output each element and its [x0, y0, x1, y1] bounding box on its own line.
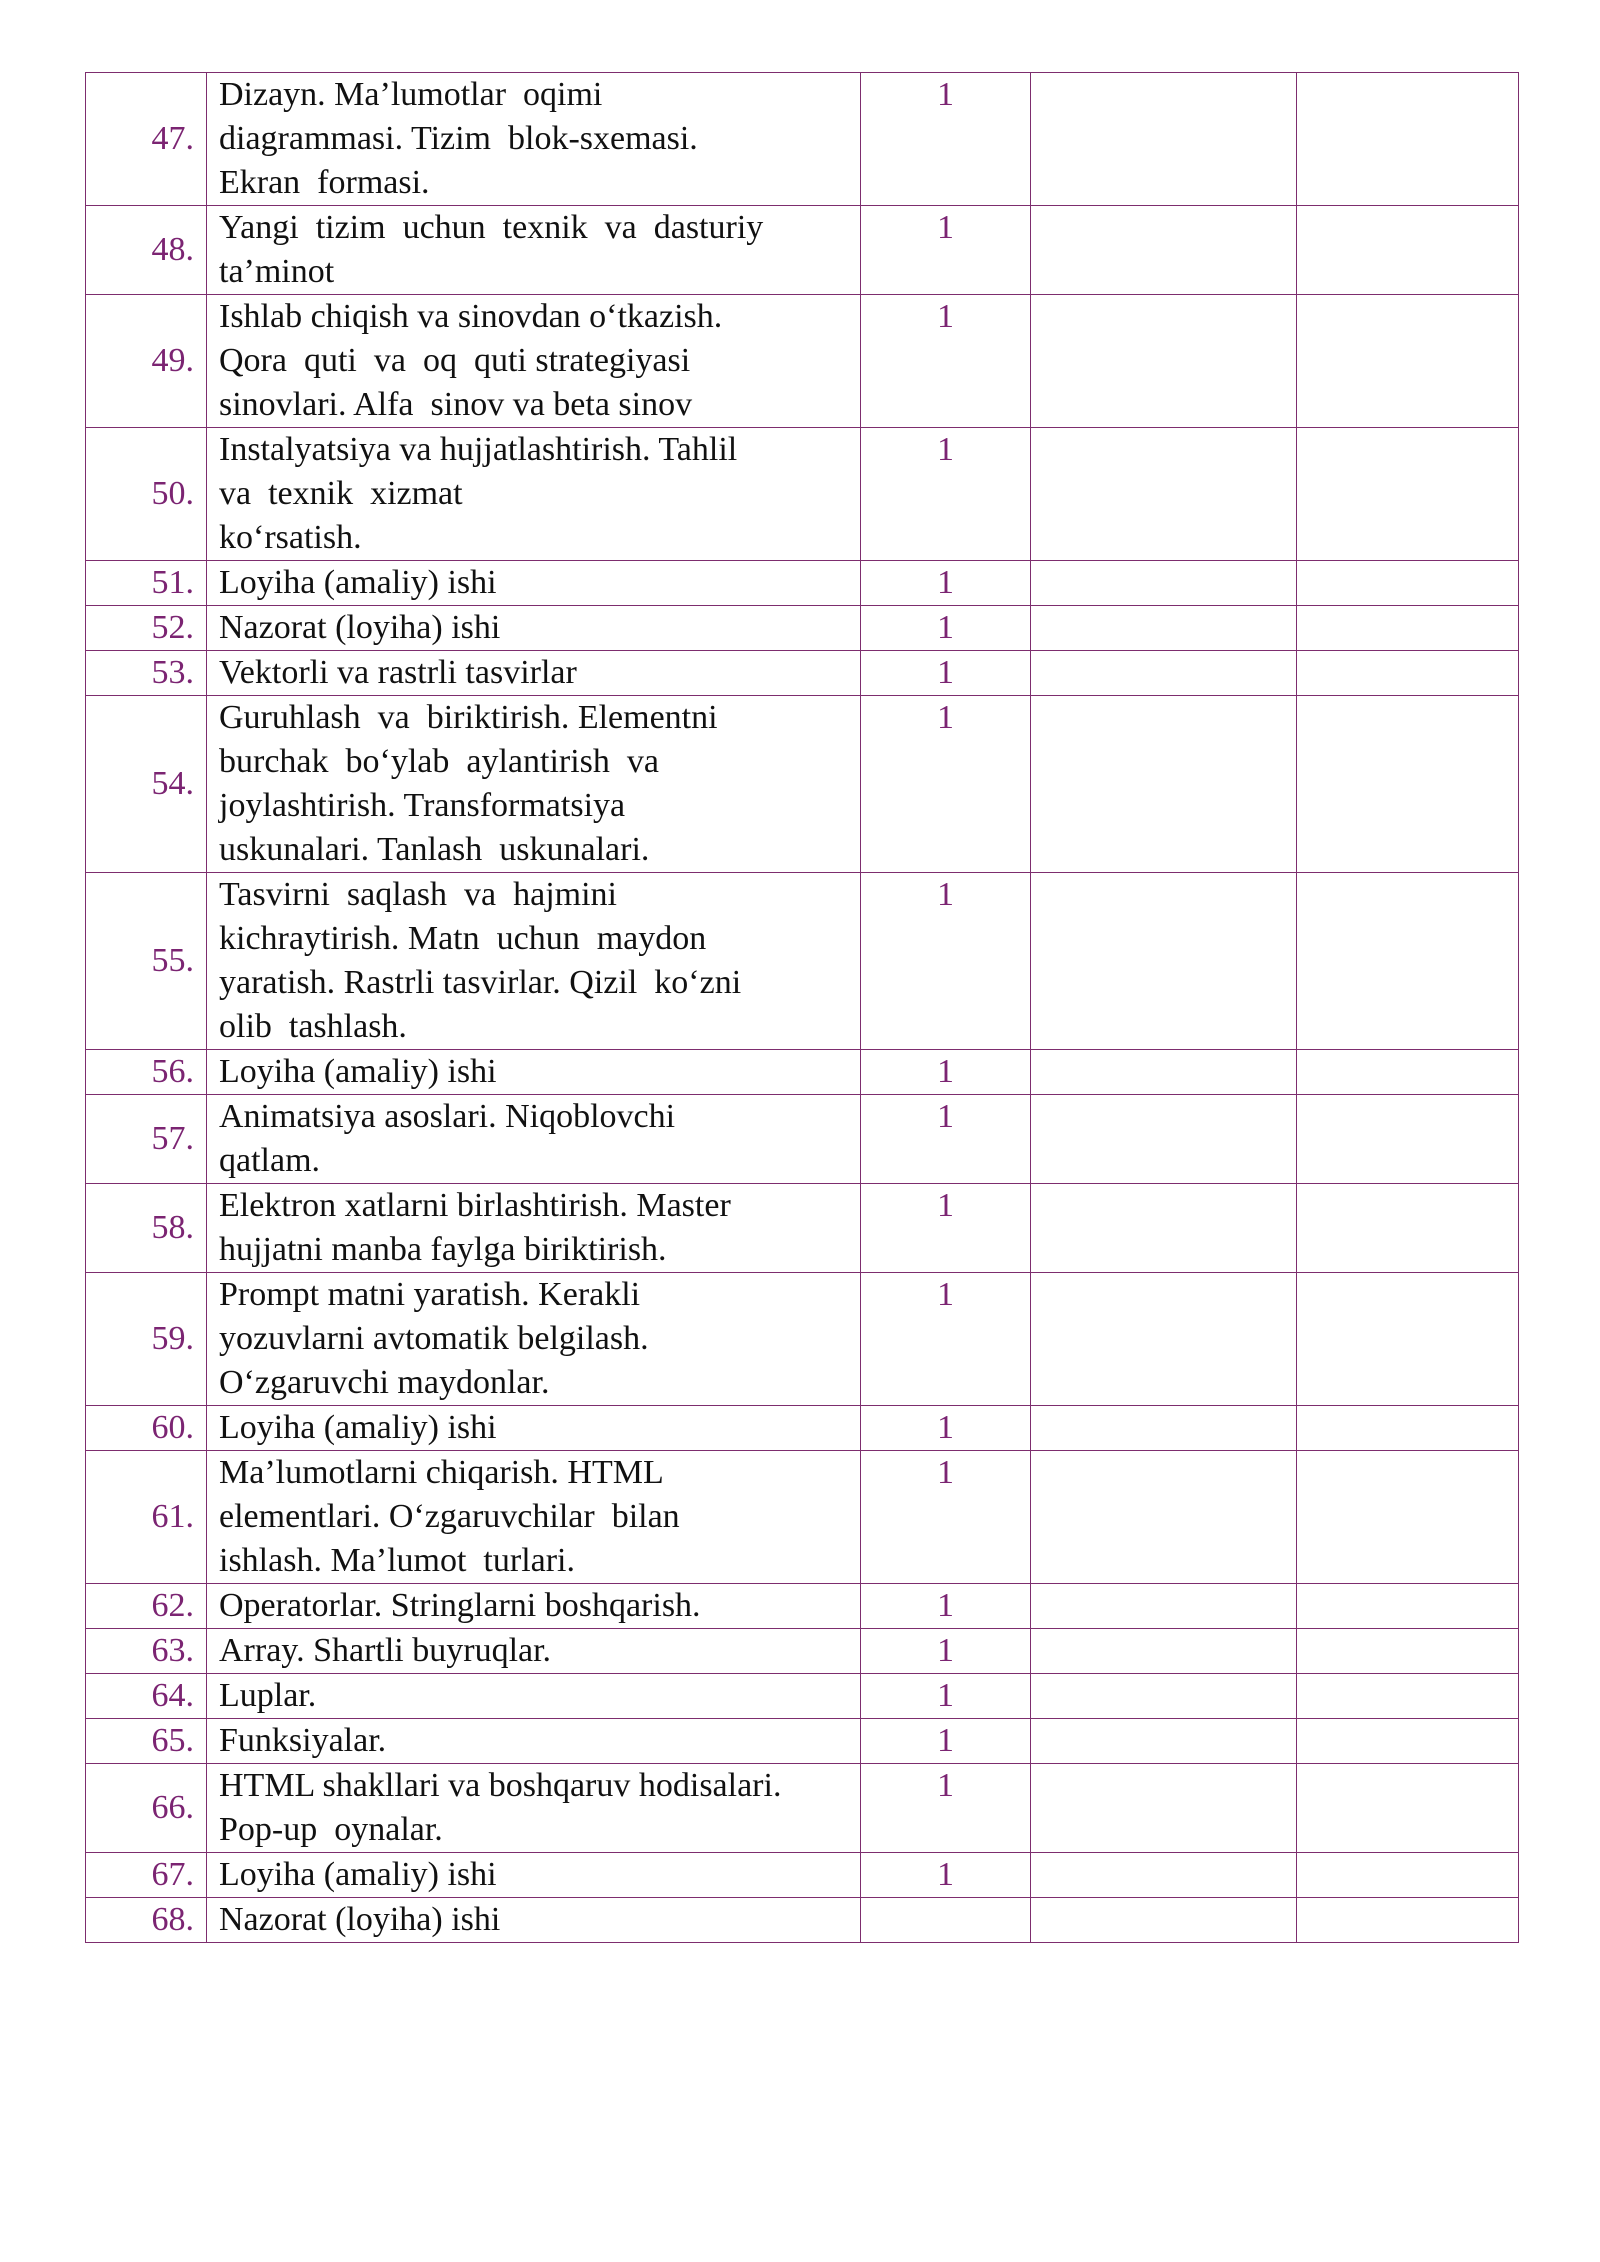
lesson-number: 49. — [86, 295, 207, 428]
lesson-topic — [207, 1898, 861, 1943]
lesson-date-cell — [1031, 696, 1297, 873]
lesson-date-cell — [1031, 1764, 1297, 1853]
lesson-number: 55. — [86, 873, 207, 1050]
lesson-hours: 1 — [861, 696, 1031, 873]
lesson-date-cell — [1031, 1674, 1297, 1719]
lesson-topic — [207, 1273, 861, 1406]
table-row — [86, 1273, 1519, 1406]
lesson-topic-line: kichraytirish. Matn uchun maydon — [219, 920, 707, 957]
lesson-topic-line: qatlam. — [219, 1142, 321, 1179]
table-row — [86, 1853, 1519, 1898]
lesson-topic-line: uskunalari. Tanlash uskunalari. — [219, 831, 650, 868]
lesson-topic-line: Elektron xatlarni birlashtirish. Master — [219, 1187, 731, 1224]
lesson-hours: 1 — [861, 1853, 1031, 1898]
lesson-date-cell — [1031, 873, 1297, 1050]
lesson-number: 54. — [86, 696, 207, 873]
lesson-number: 62. — [86, 1584, 207, 1629]
lesson-date-cell — [1031, 206, 1297, 295]
lesson-topic — [207, 1406, 861, 1451]
lesson-date-cell — [1031, 651, 1297, 696]
lesson-topic-line: O‘zgaruvchi maydonlar. — [219, 1364, 550, 1401]
lesson-note-cell — [1297, 873, 1519, 1050]
lesson-hours: 1 — [861, 1674, 1031, 1719]
lesson-topic — [207, 873, 861, 1050]
lesson-date-cell — [1031, 561, 1297, 606]
table-row — [86, 1095, 1519, 1184]
table-row — [86, 1764, 1519, 1853]
table-row — [86, 561, 1519, 606]
lesson-hours: 1 — [861, 651, 1031, 696]
lesson-note-cell — [1297, 561, 1519, 606]
lesson-topic-line: Loyiha (amaliy) ishi — [219, 1409, 497, 1446]
lesson-date-cell — [1031, 1898, 1297, 1943]
lesson-topic — [207, 295, 861, 428]
lesson-hours: 1 — [861, 73, 1031, 206]
lesson-date-cell — [1031, 1095, 1297, 1184]
lesson-number: 57. — [86, 1095, 207, 1184]
lesson-topic — [207, 651, 861, 696]
lesson-hours: 1 — [861, 1719, 1031, 1764]
lesson-topic-line: Ma’lumotlarni chiqarish. HTML — [219, 1454, 664, 1491]
lesson-note-cell — [1297, 1629, 1519, 1674]
lesson-topic-line: Guruhlash va biriktirish. Elementni — [219, 699, 718, 736]
lesson-note-cell — [1297, 606, 1519, 651]
lesson-number: 66. — [86, 1764, 207, 1853]
lesson-plan-body — [86, 73, 1519, 1943]
lesson-topic-line: ko‘rsatish. — [219, 519, 362, 556]
table-row — [86, 1184, 1519, 1273]
lesson-number: 61. — [86, 1451, 207, 1584]
lesson-date-cell — [1031, 1406, 1297, 1451]
lesson-topic-line: Pop-up oynalar. — [219, 1811, 443, 1848]
lesson-topic-line: Loyiha (amaliy) ishi — [219, 564, 497, 601]
lesson-note-cell — [1297, 428, 1519, 561]
lesson-number: 52. — [86, 606, 207, 651]
lesson-topic — [207, 606, 861, 651]
lesson-topic-line: Ishlab chiqish va sinovdan o‘tkazish. — [219, 298, 723, 335]
lesson-date-cell — [1031, 1853, 1297, 1898]
lesson-topic — [207, 696, 861, 873]
lesson-hours: 1 — [861, 1629, 1031, 1674]
lesson-topic — [207, 428, 861, 561]
lesson-number: 53. — [86, 651, 207, 696]
lesson-note-cell — [1297, 1050, 1519, 1095]
lesson-number: 48. — [86, 206, 207, 295]
lesson-topic-line: yaratish. Rastrli tasvirlar. Qizil ko‘zni — [219, 964, 742, 1001]
lesson-topic-line: elementlari. O‘zgaruvchilar bilan — [219, 1498, 680, 1535]
lesson-number: 47. — [86, 73, 207, 206]
lesson-note-cell — [1297, 1898, 1519, 1943]
lesson-note-cell — [1297, 1273, 1519, 1406]
lesson-topic-line: Yangi tizim uchun texnik va dasturiy — [219, 209, 764, 246]
lesson-hours: 1 — [861, 873, 1031, 1050]
lesson-date-cell — [1031, 73, 1297, 206]
lesson-topic-line: HTML shakllari va boshqaruv hodisalari. — [219, 1767, 782, 1804]
lesson-date-cell — [1031, 1629, 1297, 1674]
lesson-topic — [207, 1674, 861, 1719]
lesson-number: 50. — [86, 428, 207, 561]
lesson-topic — [207, 1584, 861, 1629]
table-row — [86, 1406, 1519, 1451]
lesson-topic-line: joylashtirish. Transformatsiya — [219, 787, 626, 824]
lesson-note-cell — [1297, 1406, 1519, 1451]
lesson-date-cell — [1031, 1273, 1297, 1406]
lesson-number: 63. — [86, 1629, 207, 1674]
lesson-date-cell — [1031, 1050, 1297, 1095]
lesson-hours — [861, 1898, 1031, 1943]
lesson-date-cell — [1031, 1584, 1297, 1629]
lesson-number: 67. — [86, 1853, 207, 1898]
table-row — [86, 1719, 1519, 1764]
lesson-topic-line: Array. Shartli buyruqlar. — [219, 1632, 552, 1669]
lesson-topic-line: Nazorat (loyiha) ishi — [219, 1901, 501, 1938]
lesson-topic-line: hujjatni manba faylga biriktirish. — [219, 1231, 667, 1268]
lesson-topic-line: Qora quti va oq quti strategiyasi — [219, 342, 691, 379]
lesson-hours: 1 — [861, 1406, 1031, 1451]
table-row — [86, 1898, 1519, 1943]
lesson-date-cell — [1031, 1451, 1297, 1584]
table-row — [86, 428, 1519, 561]
table-row — [86, 651, 1519, 696]
table-row — [86, 696, 1519, 873]
lesson-number: 68. — [86, 1898, 207, 1943]
lesson-date-cell — [1031, 1719, 1297, 1764]
lesson-topic — [207, 1184, 861, 1273]
lesson-note-cell — [1297, 1764, 1519, 1853]
lesson-note-cell — [1297, 696, 1519, 873]
lesson-topic-line: olib tashlash. — [219, 1008, 407, 1045]
lesson-hours: 1 — [861, 295, 1031, 428]
lesson-hours: 1 — [861, 1273, 1031, 1406]
lesson-note-cell — [1297, 1451, 1519, 1584]
lesson-number: 56. — [86, 1050, 207, 1095]
lesson-topic-line: Operatorlar. Stringlarni boshqarish. — [219, 1587, 701, 1624]
table-row — [86, 1584, 1519, 1629]
lesson-date-cell — [1031, 295, 1297, 428]
lesson-hours: 1 — [861, 1050, 1031, 1095]
lesson-number: 65. — [86, 1719, 207, 1764]
lesson-topic — [207, 1629, 861, 1674]
table-row — [86, 1451, 1519, 1584]
lesson-number: 60. — [86, 1406, 207, 1451]
lesson-topic-line: Loyiha (amaliy) ishi — [219, 1856, 497, 1893]
table-row — [86, 206, 1519, 295]
lesson-hours: 1 — [861, 1451, 1031, 1584]
table-row — [86, 295, 1519, 428]
lesson-hours: 1 — [861, 1584, 1031, 1629]
lesson-hours: 1 — [861, 1095, 1031, 1184]
lesson-hours: 1 — [861, 606, 1031, 651]
lesson-topic-line: Luplar. — [219, 1677, 317, 1714]
lesson-topic — [207, 206, 861, 295]
lesson-hours: 1 — [861, 1184, 1031, 1273]
table-row — [86, 606, 1519, 651]
lesson-note-cell — [1297, 1674, 1519, 1719]
lesson-note-cell — [1297, 1184, 1519, 1273]
lesson-topic-line: Vektorli va rastrli tasvirlar — [219, 654, 577, 691]
lesson-topic-line: ishlash. Ma’lumot turlari. — [219, 1542, 576, 1579]
lesson-hours: 1 — [861, 206, 1031, 295]
lesson-topic-line: Instalyatsiya va hujjatlashtirish. Tahlil — [219, 431, 738, 468]
lesson-topic-line: Funksiyalar. — [219, 1722, 387, 1759]
table-row — [86, 1674, 1519, 1719]
lesson-topic-line: diagrammasi. Tizim blok-sxemasi. — [219, 120, 698, 157]
lesson-hours: 1 — [861, 1764, 1031, 1853]
lesson-topic-line: sinovlari. Alfa sinov va beta sinov — [219, 386, 693, 423]
lesson-note-cell — [1297, 1584, 1519, 1629]
lesson-topic-line: Loyiha (amaliy) ishi — [219, 1053, 497, 1090]
lesson-topic — [207, 1050, 861, 1095]
lesson-note-cell — [1297, 206, 1519, 295]
lesson-date-cell — [1031, 428, 1297, 561]
lesson-topic-line: Nazorat (loyiha) ishi — [219, 609, 501, 646]
lesson-number: 51. — [86, 561, 207, 606]
lesson-topic-line: Ekran formasi. — [219, 164, 430, 201]
lesson-number: 58. — [86, 1184, 207, 1273]
lesson-topic — [207, 1853, 861, 1898]
lesson-topic — [207, 1719, 861, 1764]
lesson-topic-line: burchak bo‘ylab aylantirish va — [219, 743, 659, 780]
lesson-topic — [207, 1451, 861, 1584]
lesson-topic-line: Dizayn. Ma’lumotlar oqimi — [219, 76, 603, 113]
lesson-topic-line: Prompt matni yaratish. Kerakli — [219, 1276, 641, 1313]
lesson-hours: 1 — [861, 428, 1031, 561]
lesson-note-cell — [1297, 73, 1519, 206]
lesson-date-cell — [1031, 1184, 1297, 1273]
lesson-topic-line: yozuvlarni avtomatik belgilash. — [219, 1320, 649, 1357]
lesson-note-cell — [1297, 651, 1519, 696]
lesson-topic — [207, 561, 861, 606]
lesson-topic — [207, 73, 861, 206]
table-row — [86, 1050, 1519, 1095]
lesson-note-cell — [1297, 295, 1519, 428]
lesson-hours: 1 — [861, 561, 1031, 606]
lesson-topic — [207, 1095, 861, 1184]
lesson-note-cell — [1297, 1095, 1519, 1184]
lesson-number: 64. — [86, 1674, 207, 1719]
lesson-plan-table — [85, 72, 1519, 1943]
lesson-topic-line: Animatsiya asoslari. Niqoblovchi — [219, 1098, 676, 1135]
lesson-note-cell — [1297, 1853, 1519, 1898]
table-row — [86, 73, 1519, 206]
lesson-topic — [207, 1764, 861, 1853]
lesson-topic-line: va texnik xizmat — [219, 475, 463, 512]
lesson-number: 59. — [86, 1273, 207, 1406]
lesson-topic-line: Tasvirni saqlash va hajmini — [219, 876, 617, 913]
lesson-note-cell — [1297, 1719, 1519, 1764]
lesson-date-cell — [1031, 606, 1297, 651]
table-row — [86, 873, 1519, 1050]
lesson-topic-line: ta’minot — [219, 253, 335, 290]
table-row — [86, 1629, 1519, 1674]
